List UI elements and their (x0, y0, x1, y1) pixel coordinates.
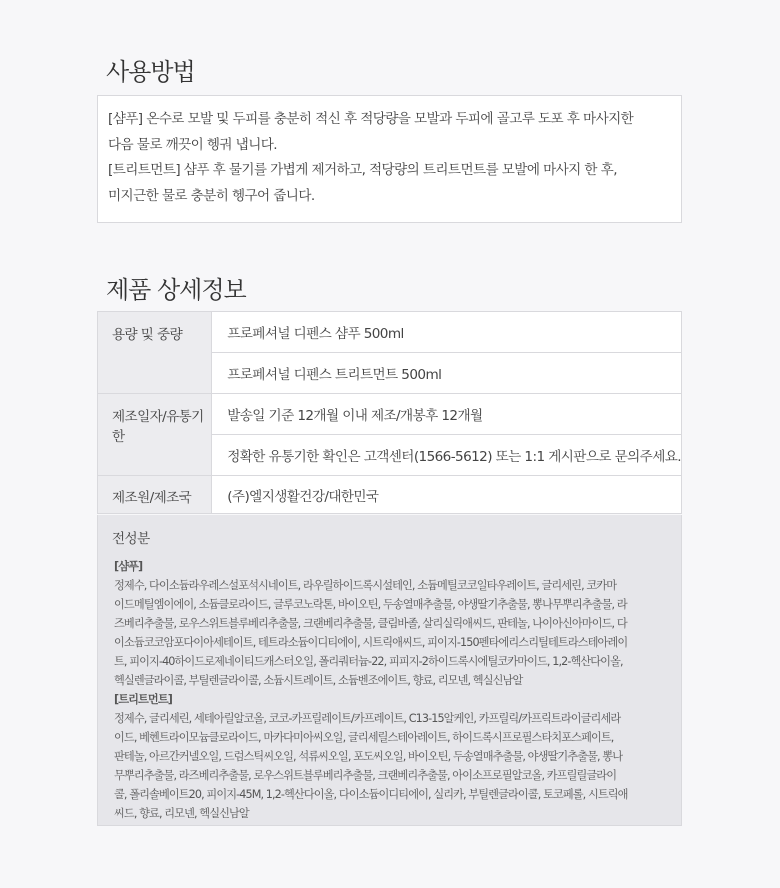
date-value: 정확한 유통기한 확인은 고객센터(1566-5612) 또는 1:1 게시판으로 문의주세요. (212, 435, 682, 476)
usage-line: [샴푸] 온수로 모발 및 두피를 충분히 적신 후 적당량을 모발과 두피에 골고루 도포 후 마사지한 (108, 111, 634, 127)
ingredient-line: 씨드, 향료, 리모넨, 헥실신남알 (114, 807, 249, 820)
date-value: 발송일 기준 12개월 이내 제조/개봉후 12개월 (212, 394, 682, 435)
shampoo-heading: [샴푸] (114, 560, 143, 573)
ingredient-line: 무뿌리추출물, 라즈베리추출물, 로우스위트블루베리추출물, 크랜베리추출물, 아이소프로필알코올, 카프릴릴글라이 (114, 769, 617, 782)
ingredient-line: 트, 피이지-40하이드로제네이티드캐스터오일, 폴리쿼터늄-22, 피피지-2하이드록시에틸코카마이드, 1,2-헥산다이올, (114, 655, 623, 668)
maker-value: (주)엘지생활건강/대한민국 (212, 476, 682, 514)
maker-label: 제조원/제조국 (98, 476, 212, 514)
table-row (98, 312, 682, 353)
ingredient-line: 정제수, 다이소듐라우레스설포석시네이트, 라우릴하이드록시설테인, 소듐메틸코코일타우레이트, 글리세린, 코카마 (114, 579, 617, 592)
ingredients-title: 전성분 (112, 531, 150, 547)
table-row (98, 394, 682, 435)
usage-title: 사용방법 (106, 58, 195, 86)
ingredient-line: 이드, 베헨트라이모늄클로라이드, 마카다미아씨오일, 글리세릴스테아레이트, 하이드록시프로필스타치포스페이트, (114, 731, 614, 744)
capacity-value: 프로페셔널 디펜스 트리트먼트 500ml (212, 353, 682, 394)
usage-line: 미지근한 물로 충분히 헹구어 줍니다. (108, 187, 315, 204)
details-title: 제품 상세정보 (106, 276, 246, 304)
capacity-value: 프로페셔널 디펜스 샴푸 500ml (212, 312, 682, 353)
ingredients-body (112, 557, 674, 823)
usage-line: [트리트먼트] 샴푸 후 물기를 가볍게 제거하고, 적당량의 트리트먼트를 모발에 마사지 한 후, (108, 162, 617, 178)
usage-box (97, 95, 682, 223)
ingredient-line: 이소듐코코암포다이아세테이트, 테트라소듐이디티에이, 시트릭애씨드, 피이지-150펜타에리스리틸테트라스테아레이 (114, 636, 628, 649)
table-row (98, 476, 682, 514)
treatment-heading: [트리트먼트] (114, 693, 172, 706)
ingredient-line: 판테놀, 아르간커넬오일, 드럼스틱씨오일, 석류씨오일, 포도씨오일, 바이오틴, 두송열매추출물, 야생딸기추출물, 뽕나 (114, 750, 623, 763)
ingredients-box (97, 515, 682, 826)
ingredient-line: 콜, 폴리솔베이트20, 피이지-45M, 1,2-헥산다이올, 다이소듐이디티에이, 실리카, 부틸렌글라이콜, 토코페롤, 시트릭애 (114, 788, 628, 801)
ingredient-line: 헥실렌글라이콜, 부틸렌글라이콜, 소듐시트레이트, 소듐벤조에이트, 향료, 리모넨, 헥실신남알 (114, 674, 523, 687)
ingredient-line: 정제수, 글리세린, 세테아릴알코올, 코코-카프릴레이트/카프레이트, C13-15알케인, 카프릴릭/카프릭트라이글리세라 (114, 712, 621, 725)
date-label: 제조일자/유통기한 (98, 394, 212, 476)
spec-table (97, 311, 682, 514)
ingredient-line: 이드메틸엠이에이, 소듐클로라이드, 글루코노락톤, 바이오틴, 두송열매추출물, 야생딸기추출물, 뽕나무뿌리추출물, 라 (114, 598, 627, 611)
capacity-label: 용량 및 중량 (98, 312, 212, 394)
usage-line: 다음 물로 깨끗이 헹궈 냅니다. (108, 136, 277, 153)
ingredient-line: 즈베리추출물, 로우스위트블루베리추출물, 크랜베리추출물, 클림바졸, 살리실릭애씨드, 판테놀, 나이아신아마이드, 다 (114, 617, 627, 630)
